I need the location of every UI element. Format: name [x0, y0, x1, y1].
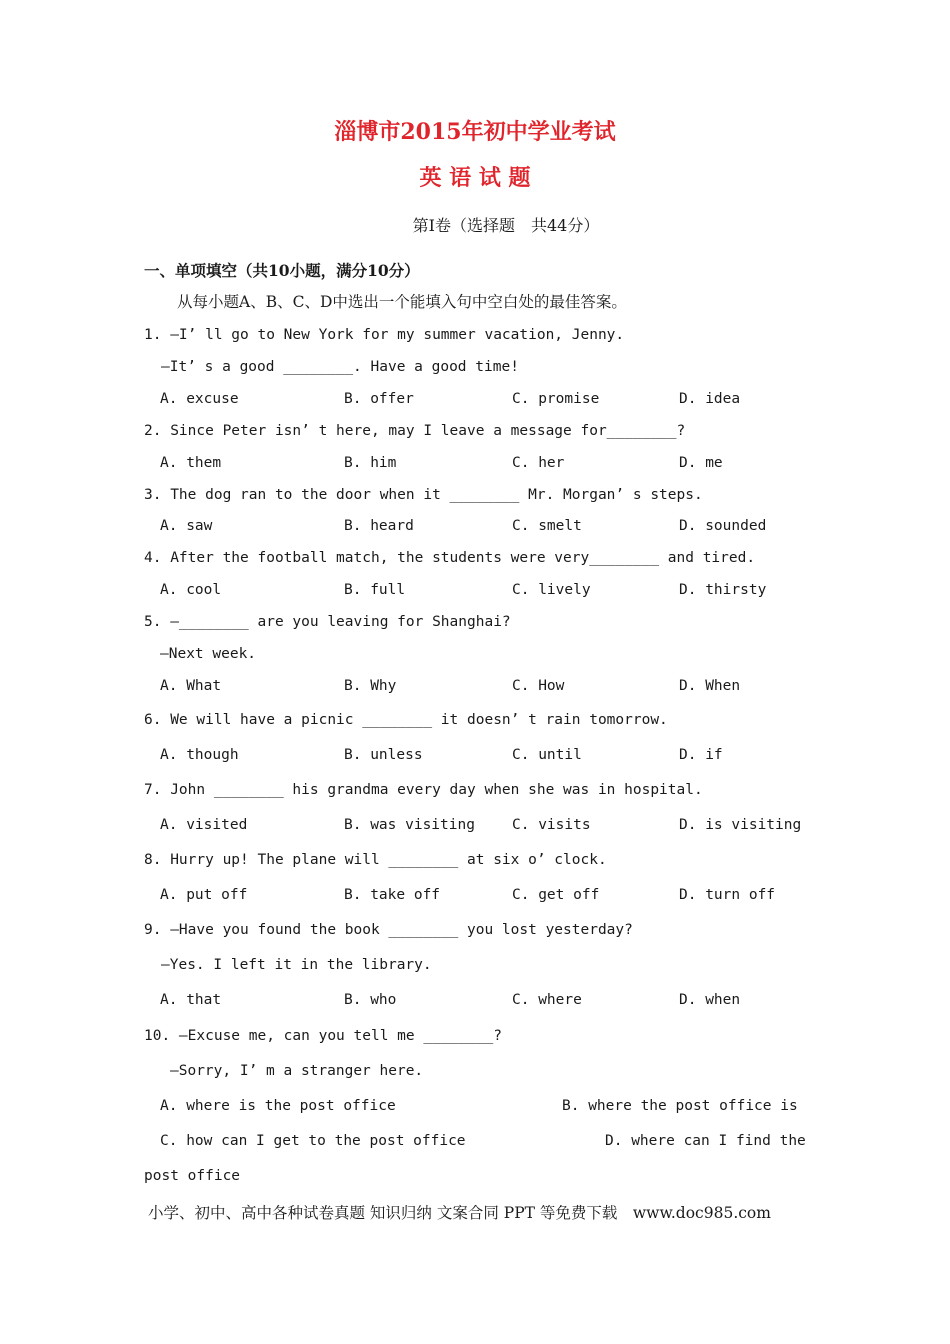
- question-1-line-2: —It’ s a good ________. Have a good time!: [161, 359, 519, 375]
- question-8-option-d: D. turn off: [679, 887, 776, 903]
- question-10-stem: 10. —Excuse me, can you tell me ________?: [144, 1028, 502, 1044]
- footer-text: 小学、初中、高中各种试卷真题 知识归纳 文案合同 PPT 等免费下载 www.doc985.com: [148, 1204, 771, 1222]
- question-9-stem: 9. —Have you found the book ________ you lost yesterday?: [144, 922, 633, 938]
- question-1-stem: 1. —I’ ll go to New York for my summer vacation, Jenny.: [144, 327, 625, 343]
- question-10-option-d-continuation: post office: [144, 1168, 241, 1184]
- question-3-option-b: B. heard: [344, 518, 414, 534]
- question-4-option-c: C. lively: [512, 582, 591, 598]
- question-4-option-a: A. cool: [160, 582, 222, 598]
- question-6-option-a: A. though: [160, 747, 239, 763]
- question-6-stem: 6. We will have a picnic ________ it doesn’ t rain tomorrow.: [144, 712, 668, 728]
- question-6-option-d: D. if: [679, 747, 723, 763]
- question-7-option-c: C. visits: [512, 817, 591, 833]
- question-3-option-d: D. sounded: [679, 518, 767, 534]
- question-8-option-b: B. take off: [344, 887, 441, 903]
- question-2-option-d: D. me: [679, 455, 723, 471]
- question-1-option-a: A. excuse: [160, 391, 239, 407]
- question-10-option-d: D. where can I find the: [605, 1133, 806, 1149]
- question-9-option-b: B. who: [344, 992, 397, 1008]
- section-instruction: 从每小题A、B、C、D中选出一个能填入句中空白处的最佳答案。: [177, 293, 627, 311]
- question-5-option-c: C. How: [512, 678, 565, 694]
- question-5-line-2: —Next week.: [160, 646, 257, 662]
- question-2-option-b: B. him: [344, 455, 397, 471]
- question-5-option-a: A. What: [160, 678, 222, 694]
- question-4-option-d: D. thirsty: [679, 582, 767, 598]
- question-3-stem: 3. The dog ran to the door when it ________ Mr. Morgan’ s steps.: [144, 487, 703, 503]
- question-1-option-d: D. idea: [679, 391, 741, 407]
- question-7-stem: 7. John ________ his grandma every day when she was in hospital.: [144, 782, 703, 798]
- question-1-option-c: C. promise: [512, 391, 600, 407]
- question-7-option-b: B. was visiting: [344, 817, 475, 833]
- question-6-option-c: C. until: [512, 747, 582, 763]
- question-10-option-c: C. how can I get to the post office: [160, 1133, 466, 1149]
- question-10-option-a: A. where is the post office: [160, 1098, 396, 1114]
- question-7-option-a: A. visited: [160, 817, 248, 833]
- question-2-option-a: A. them: [160, 455, 222, 471]
- question-9-option-c: C. where: [512, 992, 582, 1008]
- question-9-option-d: D. when: [679, 992, 741, 1008]
- question-3-option-a: A. saw: [160, 518, 213, 534]
- question-10-line-2: —Sorry, I’ m a stranger here.: [170, 1063, 424, 1079]
- question-7-option-d: D. is visiting: [679, 817, 802, 833]
- question-1-option-b: B. offer: [344, 391, 414, 407]
- question-10-option-b: B. where the post office is: [562, 1098, 798, 1114]
- question-9-option-a: A. that: [160, 992, 222, 1008]
- exam-title: 淄博市2015年初中学业考试: [334, 119, 616, 145]
- question-4-stem: 4. After the football match, the students were very________ and tired.: [144, 550, 756, 566]
- question-5-option-d: D. When: [679, 678, 741, 694]
- question-2-stem: 2. Since Peter isn’ t here, may I leave a message for________?: [144, 423, 686, 439]
- question-5-option-b: B. Why: [344, 678, 397, 694]
- exam-subtitle: 英 语 试 题: [419, 165, 531, 191]
- question-6-option-b: B. unless: [344, 747, 423, 763]
- question-3-option-c: C. smelt: [512, 518, 582, 534]
- question-2-option-c: C. her: [512, 455, 565, 471]
- question-8-option-c: C. get off: [512, 887, 600, 903]
- question-4-option-b: B. full: [344, 582, 406, 598]
- question-8-option-a: A. put off: [160, 887, 248, 903]
- question-8-stem: 8. Hurry up! The plane will ________ at six o’ clock.: [144, 852, 607, 868]
- section-heading: 一、单项填空（共10小题，满分10分）: [144, 261, 420, 280]
- part-label: 第Ⅰ卷（选择题 共44分）: [412, 216, 600, 235]
- question-5-stem: 5. —________ are you leaving for Shanghai?: [144, 614, 511, 630]
- question-9-line-2: —Yes. I left it in the library.: [161, 957, 432, 973]
